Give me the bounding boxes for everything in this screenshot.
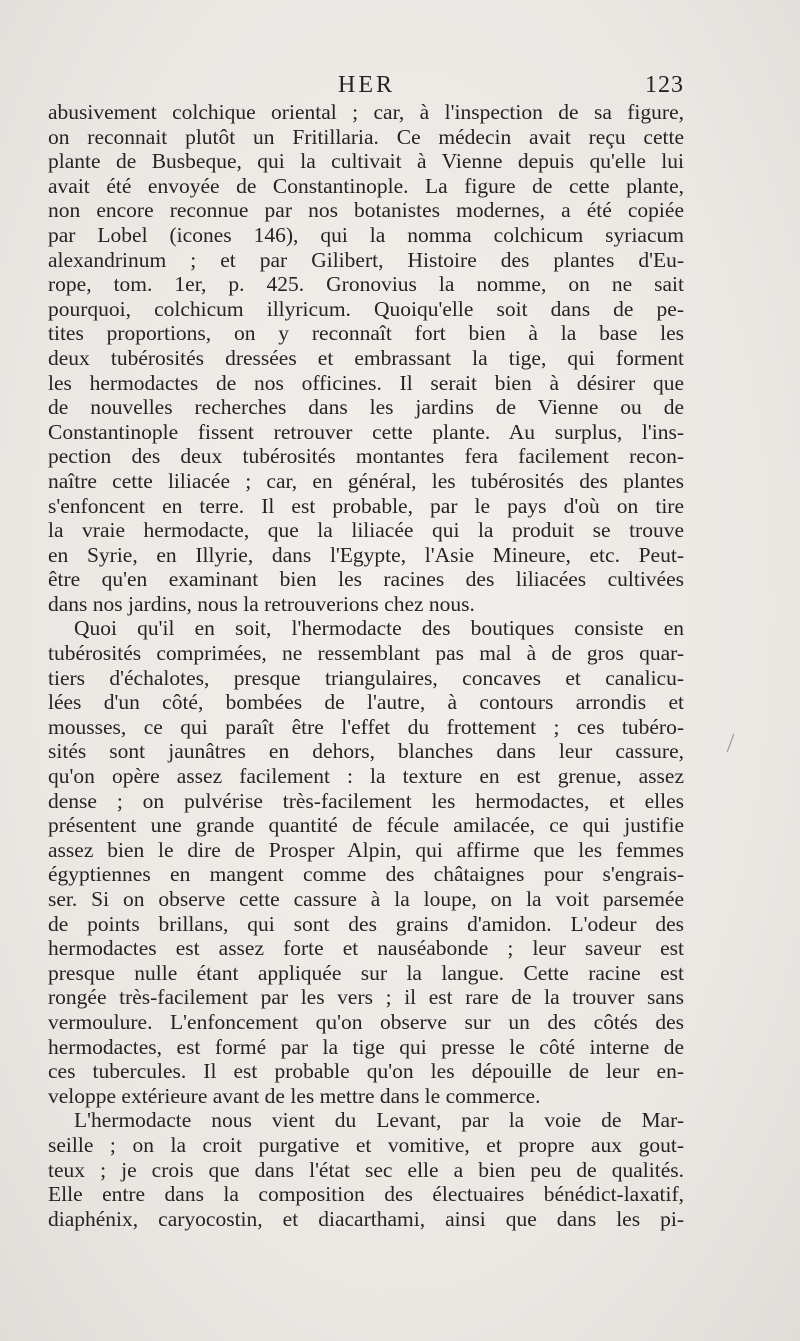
text-line: mousses, ce qui paraît être l'effet du frottement ; ces tubéro- [48,714,684,739]
text-line: de points brillans, qui sont des grains d'amidon. L'odeur des [48,911,684,936]
text-line: deux tubérosités dressées et embrassant la tige, qui forment [48,345,684,370]
text-line: rongée très-facilement par les vers ; il est rare de la trouver sans [48,985,684,1010]
text-line: alexandrinum ; et par Gilibert, Histoire des plantes d'Eu- [48,247,684,272]
text-line: en Syrie, en Illyrie, dans l'Egypte, l'Asie Mineure, etc. Peut- [48,542,684,567]
text-line: presque nulle étant appliquée sur la langue. Cette racine est [48,960,684,985]
text-line: dense ; on pulvérise très-facilement les hermodactes, et elles [48,788,684,813]
text-line: pection des deux tubérosités montantes fera facilement recon- [48,444,684,469]
text-line: plante de Busbeque, qui la cultivait à Vienne depuis qu'elle lui [48,149,684,174]
paragraph-start-line: L'hermodacte nous vient du Levant, par la voie de Mar- [74,1108,684,1133]
text-body [48,100,684,1231]
paragraph-end-line: dans nos jardins, nous la retrouverions chez nous. [48,591,475,616]
text-line: sités sont jaunâtres en dehors, blanches dans leur cassure, [48,739,684,764]
text-line: teux ; je crois que dans l'état sec elle a bien peu de qualités. [48,1157,684,1182]
text-line: par Lobel (icones 146), qui la nomma colchicum syriacum [48,222,684,247]
text-line: tiers d'échalotes, presque triangulaires, concaves et canalicu- [48,665,684,690]
text-line: lées d'un côté, bombées de l'autre, à contours arrondis et [48,690,684,715]
text-line: ser. Si on observe cette cassure à la loupe, on la voit parsemée [48,887,684,911]
margin-pencil-mark [727,734,743,752]
running-header [48,72,684,102]
text-line: vermoulure. L'enfoncement qu'on observe sur un des côtés des [48,1009,684,1034]
text-line: de nouvelles recherches dans les jardins de Vienne ou de [48,395,684,420]
text-line: tites proportions, on y reconnaît fort bien à la base les [48,321,684,346]
text-line: qu'on opère assez facilement : la texture en est grenue, assez [48,764,684,789]
text-line: pourquoi, colchicum illyricum. Quoiqu'elle soit dans de pe- [48,296,684,321]
text-line: être qu'en examinant bien les racines des liliacées cultivées [48,567,684,592]
text-line: présentent une grande quantité de fécule amilacée, ce qui justifie [48,813,684,838]
text-line: avait été envoyée de Constantinople. La figure de cette plante, [48,173,684,198]
text-line: hermodactes, est formé par la tige qui presse le côté interne de [48,1034,684,1059]
text-line: non encore reconnue par nos botanistes modernes, a été copiée [48,198,684,223]
text-line: rope, tom. 1er, p. 425. Gronovius la nomme, on ne sait [48,272,684,297]
text-line: les hermodactes de nos officines. Il serait bien à désirer que [48,370,684,395]
text-line: Elle entre dans la composition des électuaires bénédict-laxatif, [48,1182,684,1207]
text-line: tubérosités comprimées, ne ressemblant pas mal à de gros quar- [48,641,684,666]
text-line: hermodactes est assez forte et nauséabonde ; leur saveur est [48,936,684,961]
text-line: égyptiennes en mangent comme des châtaignes pour s'engrais- [48,862,684,887]
text-line: on reconnait plutôt un Fritillaria. Ce médecin avait reçu cette [48,124,684,149]
running-title: HER [338,72,395,98]
paragraph-end-line: veloppe extérieure avant de les mettre dans le commerce. [48,1083,541,1108]
text-line: abusivement colchique oriental ; car, à l'inspection de sa figure, [48,100,684,124]
text-line: Constantinople fissent retrouver cette plante. Au surplus, l'ins- [48,419,684,444]
text-line: ces tubercules. Il est probable qu'on les dépouille de leur en- [48,1059,684,1084]
text-line: s'enfoncent en terre. Il est probable, par le pays d'où on tire [48,493,684,518]
text-line: assez bien le dire de Prosper Alpin, qui affirme que les femmes [48,837,684,862]
page-number: 123 [645,72,684,98]
text-line: la vraie hermodacte, que la liliacée qui la produit se trouve [48,518,684,543]
paragraph-start-line: Quoi qu'il en soit, l'hermodacte des boutiques consiste en [74,616,684,641]
text-line: diaphénix, caryocostin, et diacarthami, ainsi que dans les pi- [48,1206,684,1231]
text-line: seille ; on la croit purgative et vomitive, et propre aux gout- [48,1132,684,1157]
text-line: naître cette liliacée ; car, en général, les tubérosités des plantes [48,468,684,493]
